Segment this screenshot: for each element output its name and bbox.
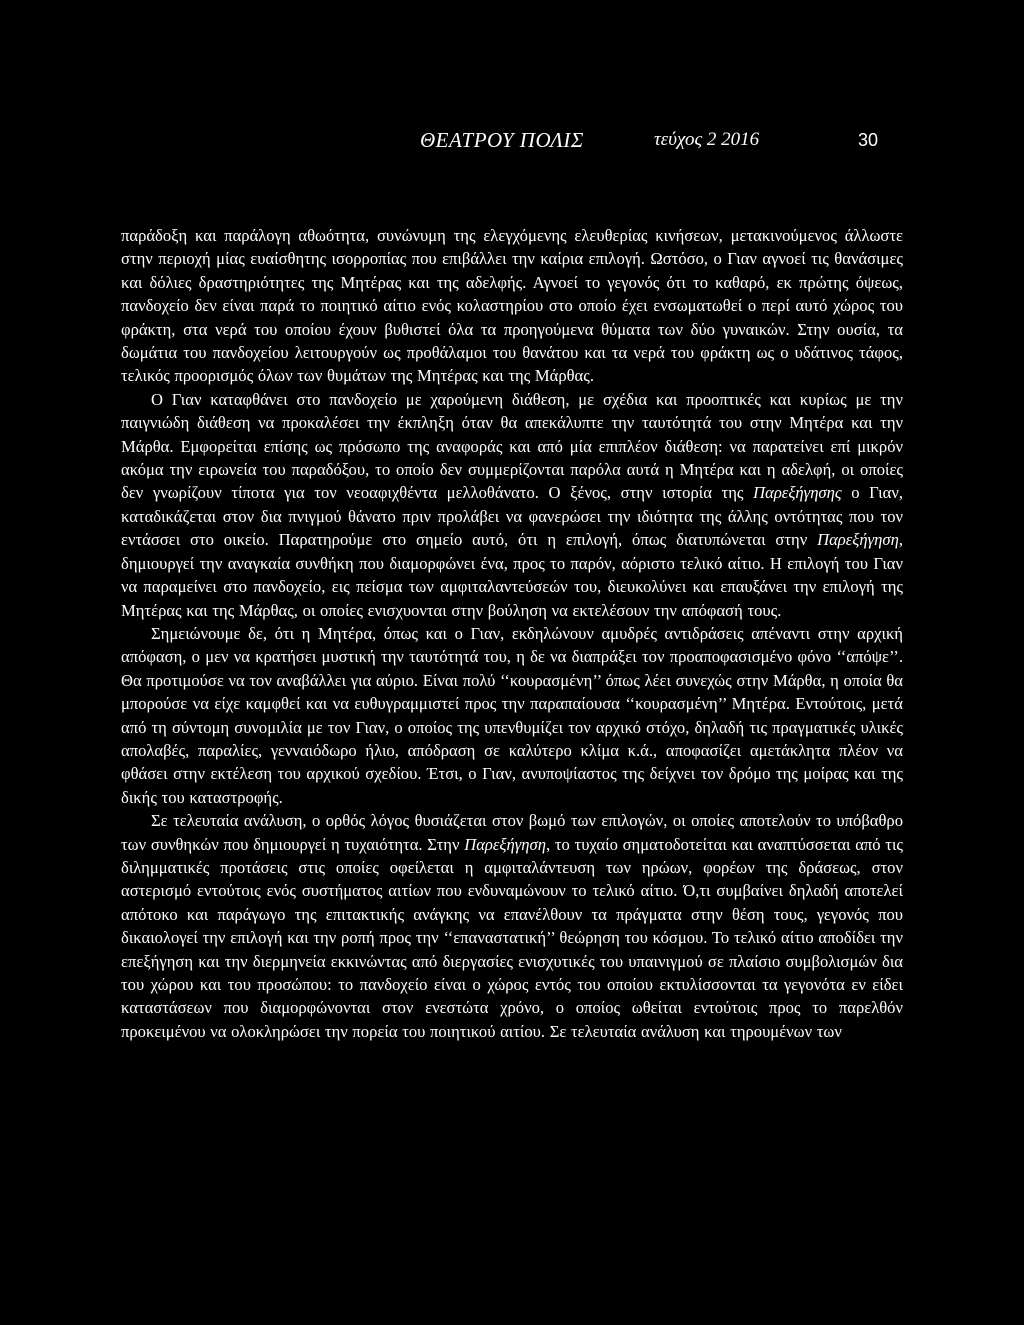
text-run: Σημειώνουμε δε, ότι η Μητέρα, όπως και ο Γιαν, εκδηλώνουν αμυδρές αντιδράσεις απέναντι στην αρχική απόφαση, ο μεν να κρατήσει μυστική την ταυτότητά του, η δε να διαπράξει τον προαποφασισμένο φόνο ‘‘απόψε’’. Θα προτιμούσε να τον αναβάλλει για αύριο. Είναι πολύ ‘‘κουρασμένη’’ όπως λέει συνεχώς στην Μάρθα, η οποία θα μπορούσε να είχε καμφθεί και να ευθυγραμμιστεί προς την παραπαίουσα ‘‘κουρασμένη’’ Μητέρα. Εντούτοις, μετά από τη σύντομη συνομιλία με τον Γιαν, ο οποίος της υπενθυμίζει τον αρχικό στόχο, δηλαδή τις πραγματικές υλικές απολαβές, παραλίες, γενναιόδωρο ήλιο, απόδραση σε καλύτερο κλίμα κ.ά., αποφασίζει αμετάκλητα πλέον να φθάσει στην εκτέλεση του αρχικού σχεδίου. Έτσι, ο Γιαν, ανυποψίαστος της δείχνει τον δρόμο της μοίρας και της δικής του καταστροφής. (121, 623, 903, 807)
text-run: , δημιουργεί την αναγκαία συνθήκη που διαμορφώνει ένα, προς το παρόν, αόριστο τελικό αίτιο. Η επιλογή του Γιαν να παραμείνει στο πανδοχείο, εις πείσμα των αμφιταλαντεύσεών του, διευκολύνει και επαυξάνει την επιλογή της Μητέρας και της Μάρθας, οι οποίες ενισχυονται στην βούληση να εκτελέσουν την απόφασή τους. (121, 530, 903, 620)
text-run: ο Γιαν, καταδικάζεται στον δια πνιγμού θάνατο πριν προλάβει να φανερώσει την ιδιότητα της άλλης οντότητας που τον εντάσσει στο οικείο. Παρατηρούμε στο σημείο αυτό, ότι η επιλογή, όπως διατυπώνεται στην (121, 483, 903, 550)
page-header (0, 128, 1024, 158)
paragraph (121, 224, 903, 388)
page-number: 30 (858, 130, 879, 150)
text-run: , το τυχαίο σηματοδοτείται και αναπτύσσεται από τις διλημματικές προτάσεις στις οποίες οφείλεται η αμφιταλάντευση των ηρώων, φορέων της δράσεως, στον αστερισμό εντούτοις ενός συστήματος αιτίων που ενδυναμώνουν το τελικό αίτιο. Ό,τι συμβαίνει δηλαδή αποτελεί απότοκο και παράγωγο της επιτακτικής ανάγκης να επανέλθουν τα πράγματα στην θέση τους, γεγονός που δικαιολογεί την επιλογή και την ροπή προς την ‘‘επαναστατική’’ θεώρηση του κόσμου. Το τελικό αίτιο αποδίδει την επεξήγηση και την διερμηνεία εκκινώντας από διεργασίες ενισχυτικές του υπαινιγμού σε πλαίσιο συμβολισμών δια του χώρου και του προσώπου: το πανδοχείο είναι ο χώρος εντός του οποίου εκτυλίσσονται τα γεγονότα εν είδει καταστάσεων που διαμορφώνονται στον ενεστώτα χρόνο, ο οποίος ωθείται εντούτοις προς το παρελθόν προκειμένου να ολοκληρώσει την πορεία του ποιητικού αιτίου. Σε τελευταία ανάλυση και τηρουμένων των (121, 834, 903, 1041)
text-run: Σε τελευταία ανάλυση, ο ορθός λόγος θυσιάζεται στον βωμό των επιλογών, οι οποίες αποτελούν το υπόβαθρο των συνθηκών που δημιουργεί η τυχαιότητα. Στην (121, 811, 903, 854)
article-body (121, 224, 903, 1043)
italic-title: Παρεξήγηση (464, 834, 546, 854)
text-run: Ο Γιαν καταφθάνει στο πανδοχείο με χαρούμενη διάθεση, με σχέδια και προοπτικές και κυρίως με την παιγνιώδη διάθεση να προκαλέσει την έκπληξη όταν θα απεκάλυπτε την ταυτότητά του στην Μητέρα και την Μάρθα. Εμφορείται επίσης ως πρόσωπο της αναφοράς και από μία επιπλέον διάθεση: να παρατείνει επί μικρόν ακόμα την ειρωνεία του παραδόξου, το οποίο δεν συμμερίζονται παρόλα αυτά η Μητέρα και η αδελφή, οι οποίες δεν γνωρίζουν τίποτα για τον νεοαφιχθέντα μελλοθάνατο. Ο ξένος, στην ιστορία της (121, 389, 903, 503)
italic-title: Παρεξήγηση (817, 530, 899, 550)
paragraph (121, 809, 903, 1043)
journal-title: ΘΕΑΤΡΟΥ ΠΟΛΙΣ (420, 128, 584, 152)
issue-label: τεύχος 2 2016 (654, 129, 760, 150)
italic-title: Παρεξήγησης (753, 483, 842, 503)
paragraph (121, 388, 903, 622)
paragraph (121, 622, 903, 809)
text-run: παράδοξη και παράλογη αθωότητα, συνώνυμη της ελεγχόμενης ελευθερίας κινήσεων, μετακινούμενος άλλωστε στην περιοχή μίας ευαίσθητης ισορροπίας που επιβάλλει την καίρια επιλογή. Ωστόσο, ο Γιαν αγνοεί τις θανάσιμες και δόλιες δραστηριότητες της Μητέρας και της αδελφής. Αγνοεί το γεγονός ότι το καθαρό, εκ πρώτης όψεως, πανδοχείο δεν είναι παρά το ποιητικό αίτιο ενός κολαστηρίου στο οποίο έχει ενσωματωθεί ο περί αυτό χώρος του φράκτη, στα νερά του οποίου έχουν βυθιστεί όλα τα προηγούμενα θύματα των δύο γυναικών. Στην ουσία, τα δωμάτια του πανδοχείου λειτουργούν ως προθάλαμοι του θανάτου και τα νερά του φράκτη ως ο υδάτινος τάφος, τελικός προορισμός όλων των θυμάτων της Μητέρας και της Μάρθας. (121, 226, 903, 386)
